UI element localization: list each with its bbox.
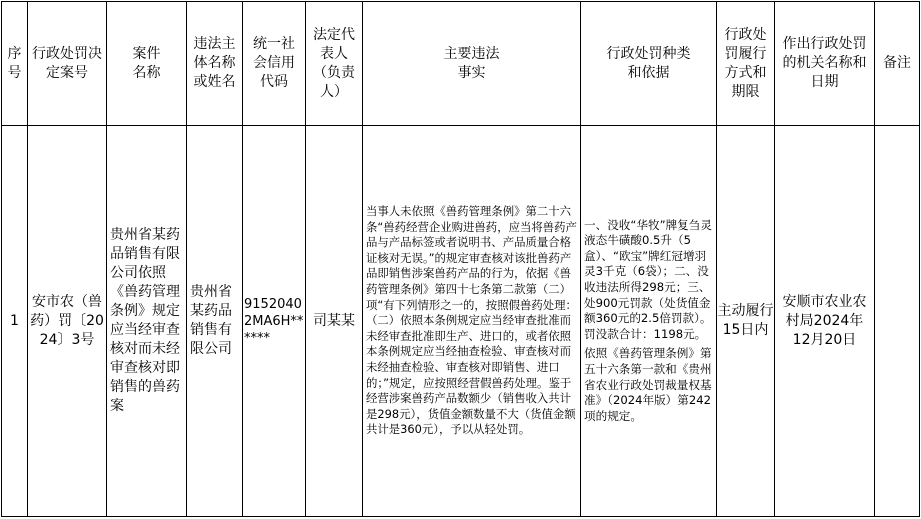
cell-decision-no: 安市农（兽药）罚〔2024〕3号 bbox=[28, 126, 107, 517]
cell-remarks bbox=[875, 126, 920, 517]
header-performance: 行政处罚履行方式和期限 bbox=[717, 2, 775, 126]
penalty-disclosure-table bbox=[1, 1, 920, 517]
header-row bbox=[2, 2, 920, 126]
cell-case-name: 贵州省某药品销售有限公司依照《兽药管理条例》规定应当经审查核对而未经审查核对即销售的兽药案 bbox=[107, 126, 187, 517]
header-violator: 违法主体名称或姓名 bbox=[187, 2, 243, 126]
header-legal-rep: 法定代表人（负责人） bbox=[306, 2, 363, 126]
cell-violator: 贵州省某药品销售有限公司 bbox=[187, 126, 243, 517]
cell-credit-code: 91520402MA6H****** bbox=[243, 126, 306, 517]
penalty-items: 一、没收“华牧”牌复刍灵液态牛磺酸0.5升（5盒）、“欧宝”牌红冠增羽灵3千克（6袋）；二、没收违法所得298元；三、处900元罚款（处货值金额360元的2.5倍罚款）。罚没款合计：1198元。 bbox=[584, 217, 712, 341]
header-case-name: 案件名称 bbox=[107, 2, 187, 126]
header-credit-code: 统一社会信用代码 bbox=[243, 2, 306, 126]
header-decision-no: 行政处罚决定案号 bbox=[28, 2, 107, 126]
header-facts: 主要违法事实 bbox=[363, 2, 581, 126]
cell-penalty bbox=[581, 126, 717, 517]
header-authority: 作出行政处罚的机关名称和日期 bbox=[775, 2, 875, 126]
penalty-basis: 依照《兽药管理条例》第五十六条第一款和《贵州省农业行政处罚裁量权基准》（2024年版）第242项的规定。 bbox=[584, 346, 712, 423]
header-penalty: 行政处罚种类和依据 bbox=[581, 2, 717, 126]
cell-facts: 当事人未依照《兽药管理条例》第二十六条“兽药经营企业购进兽药，应当将兽药产品与产品标签或者说明书、产品质量合格证核对无误。”的规定审查核对该批兽药产品即销售涉案兽药产品的行为，依据《兽药管理条例》第四十七条第二款第（二）项“有下列情形之一的，按照假兽药处理：（二）依照本条例规定应当经审查批准而未经审查批准即生产、进口的，或者依照本条例规定应当经抽查检验、审查核对而未经抽查检验、审查核对即销售、进口的；”规定，应按照经营假兽药处理。鉴于经营涉案兽药产品数额少（销售收入共计是298元），货值金额数量不大（货值金额共计是360元），予以从轻处罚。 bbox=[363, 126, 581, 517]
header-remarks: 备注 bbox=[875, 2, 920, 126]
cell-authority: 安顺市农业农村局2024年12月20日 bbox=[775, 126, 875, 517]
cell-performance: 主动履行15日内 bbox=[717, 126, 775, 517]
table-row bbox=[2, 126, 920, 517]
cell-seq: 1 bbox=[2, 126, 28, 517]
header-seq: 序号 bbox=[2, 2, 28, 126]
cell-legal-rep: 司某某 bbox=[306, 126, 363, 517]
